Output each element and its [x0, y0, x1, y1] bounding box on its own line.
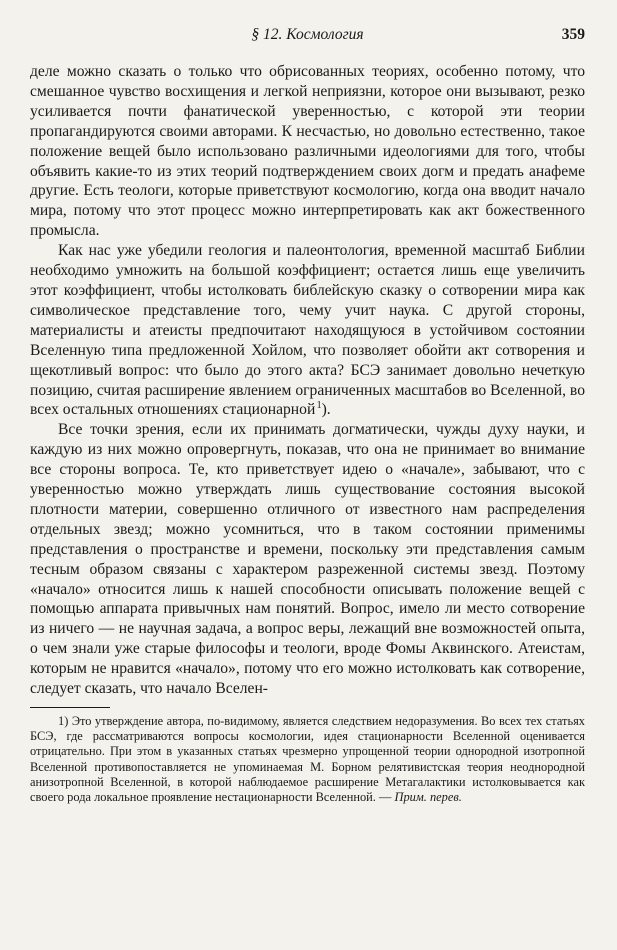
running-header: [30, 18, 585, 46]
paragraph-2: [30, 241, 585, 420]
footnote-text: Это утверждение автора, по-видимому, является следствием недоразумения. Во всех тех статьях БСЭ, где рассматриваются вопросы космологии, идея стационарности Вселенной оценивается отрицательно. При этом в указанных статьях чрезмерно упрощенной теории однородной изотропной Вселенной противопоставляется не упоминаемая М. Борном релятивистская теория неоднородной анизотропной Вселенной, в которой наблюдаемое расширение Метагалактики истолковывается как своего рода локальное проявление нестационарности Вселенной. —: [30, 714, 585, 805]
footnote-divider: [30, 707, 110, 708]
page-number: 359: [561, 26, 585, 43]
book-page: [30, 18, 585, 805]
paragraph-2-ending: ).: [321, 401, 331, 419]
footnote-attribution: Прим. перев.: [394, 790, 462, 805]
paragraph-3: Все точки зрения, если их принимать догматически, чужды духу науки, и каждую из них можно опровергнуть, показав, что она не принимает во внимание все стороны вопроса. Те, кто приветствует идею о «начале», забывают, что с уверенностью можно утверждать лишь существование состояния высокой плотности материи, совершенно отличного от известного нам распределения отдельных звезд; можно усомниться, что в таком состоянии применимы представления о пространстве и времени, поскольку эти представления самым тесным образом связаны с характером разреженной системы звезд. Поэтому «начало» относится лишь к нашей способности описывать положение вещей с помощью аппарата привычных нам понятий. Вопрос, имело ли место сотворение из ничего — не научная задача, а вопрос веры, лежащий вне возможностей опыта, о чем знали уже старые философы и теологи, вроде Фомы Аквинского. Атеистам, которым не нравится «начало», потому что его можно истолковать как сотворение, следует сказать, что начало Вселен-: [30, 421, 585, 698]
main-text: [30, 62, 585, 699]
footnote-reference: 1: [316, 400, 322, 412]
section-title: § 12. Космология: [251, 26, 364, 43]
footnote: [30, 714, 585, 805]
paragraph-1: деле можно сказать о только что обрисованных теориях, особенно потому, что смешанное чувство восхищения и легкой неприязни, которое они вызывают, резко усиливается почти фанатической уверенностью, с которой эти теории пропагандируются своими авторами. К несчастью, но довольно естественно, такое положение вещей было использовано различными идеологиями для того, чтобы объявить какие-то из этих теорий подтверждением своих догм и предать анафеме другие. Есть теологи, которые приветствуют космологию, когда она вводит начало мира, потому что этот процесс можно интерпретировать как акт божественного промысла.: [30, 63, 585, 240]
footnote-marker: 1: [58, 714, 65, 728]
paragraph-2-text: Как нас уже убедили геология и палеонтология, временной масштаб Библии необходимо умножить на большой коэффициент; остается лишь еще увеличить этот коэффициент, чтобы истолковать библейскую сказку о сотворении мира как символическое представление того, чему учит наука. С другой стороны, материалисты и атеисты предпочитают находящуюся в устойчивом состоянии Вселенную типа предложенной Хойлом, что позволяет обойти акт сотворения и щекотливый вопрос: что было до этого акта? БСЭ занимает довольно нечеткую позицию, считая расширение явлением ограниченных масштабов во Вселенной, во всех остальных отношениях стационарной: [30, 242, 585, 419]
footnote-marker-close: ): [64, 714, 69, 728]
